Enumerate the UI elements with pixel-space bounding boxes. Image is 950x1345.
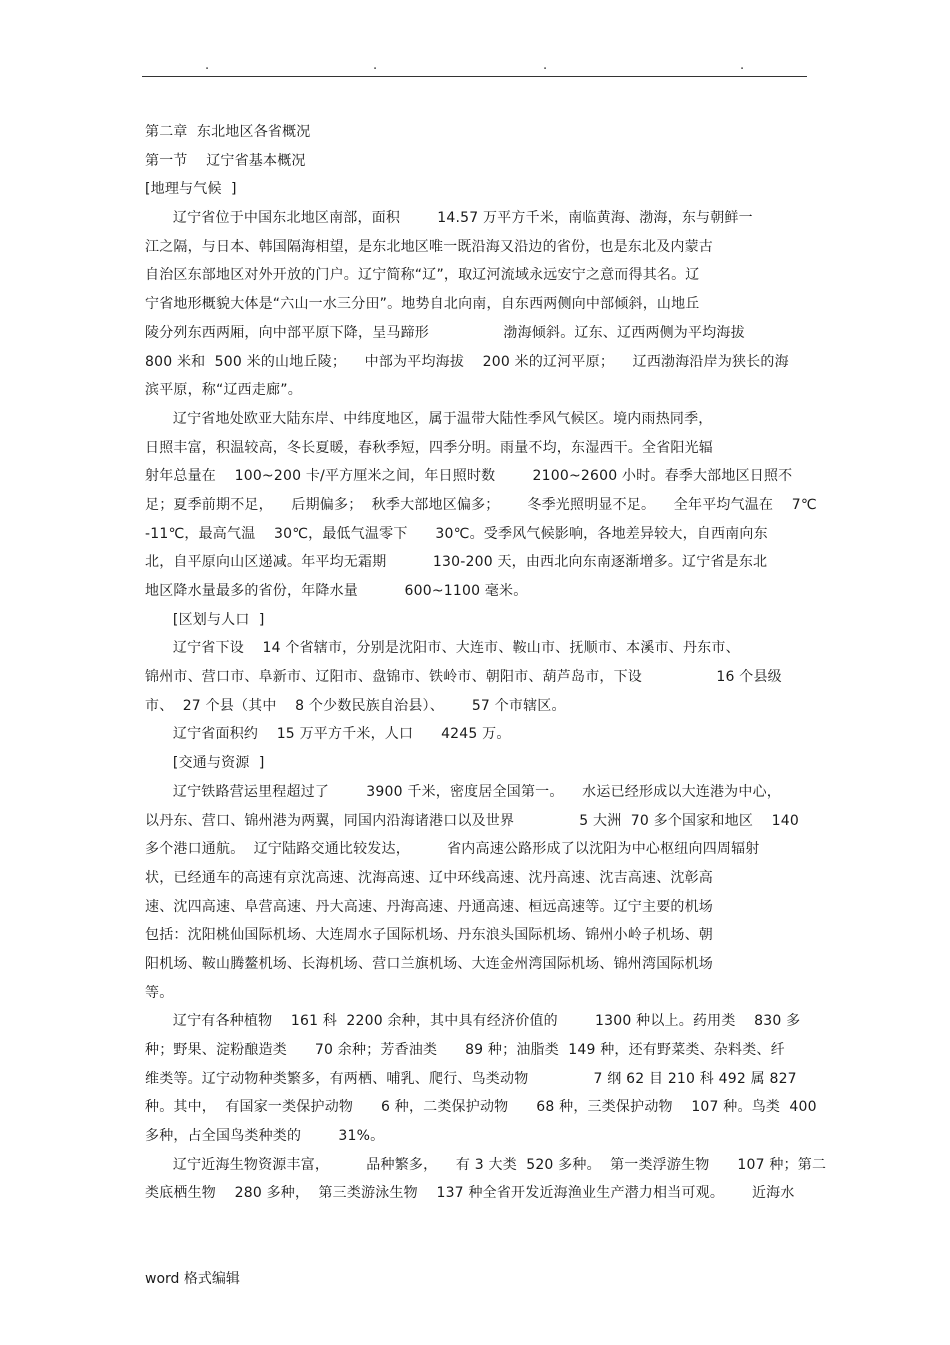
text-line: 地区降水量最多的省份，年降水量 600~1100 毫米。 <box>145 583 528 599</box>
text-line: 辽宁省地处欧亚大陆东岸、中纬度地区，属于温带大陆性季风气候区。境内雨热同季， <box>145 410 713 427</box>
subheading-division: [区划与人口 ] <box>145 611 265 628</box>
text-line: 市、 27 个县（其中 8 个少数民族自治县）、 57 个市辖区。 <box>145 697 566 714</box>
text-line: 辽宁铁路营运里程超过了 3900 千米，密度居全国第一。 水运已经形成以大连港为中心， <box>145 783 781 800</box>
text-line: 陵分列东西两厢，向中部平原下降，呈马蹄形 渤海倾斜。辽东、辽西两侧为平均海拔 <box>145 324 745 341</box>
text-line: 多种，占全国鸟类种类的 31%。 <box>145 1128 385 1145</box>
chapter-title: 第二章 东北地区各省概况 <box>145 124 311 140</box>
text-line: 足；夏季前期不足， 后期偏多； 秋季大部地区偏多； 冬季光照明显不足。 全年平均气温在 7℃ <box>145 496 817 513</box>
text-line: 800 米和 500 米的山地丘陵； 中部为平均海拔 200 米的辽河平原； 辽西渤海沿岸为狭长的海 <box>145 353 789 370</box>
text-line: -11℃，最高气温 30℃，最低气温零下 30℃。受季风气候影响，各地差异较大，自西南向东 <box>145 525 768 542</box>
subheading-geography: [地理与气候 ] <box>145 181 237 198</box>
header-dot: . <box>373 58 378 73</box>
text-line: 包括：沈阳桃仙国际机场、大连周水子国际机场、丹东浪头国际机场、锦州小岭子机场、朝 <box>145 927 713 944</box>
footer-label: word 格式编辑 <box>145 1271 240 1287</box>
text-line: 锦州市、营口市、阜新市、辽阳市、盘锦市、铁岭市、朝阳市、葫芦岛市，下设 16 个县级 <box>145 669 782 686</box>
text-line: 辽宁近海生物资源丰富， 品种繁多， 有 3 大类 520 多种。 第一类浮游生物 107 种；第二 <box>145 1156 827 1173</box>
text-line: 速、沈四高速、阜营高速、丹大高速、丹海高速、丹通高速、桓远高速等。辽宁主要的机场 <box>145 898 713 915</box>
header-dot: . <box>543 58 548 73</box>
text-line: 滨平原，称“辽西走廊”。 <box>145 382 302 399</box>
text-line: 射年总量在 100~200 卡/平方厘米之间，年日照时数 2100~2600 小时。春季大部地区日照不 <box>145 468 793 485</box>
text-line: 类底栖生物 280 多种， 第三类游泳生物 137 种全省开发近海渔业生产潜力相当可观。 近海水 <box>145 1185 795 1202</box>
header-rule <box>142 76 807 77</box>
text-line: 阳机场、鞍山腾鳌机场、长海机场、营口兰旗机场、大连金州湾国际机场、锦州湾国际机场 <box>145 955 713 972</box>
text-line: 日照丰富，积温较高，冬长夏暖，春秋季短，四季分明。雨量不均，东湿西干。全省阳光辐 <box>145 439 713 456</box>
header-dot: . <box>740 58 745 73</box>
text-line: 多个港口通航。 辽宁陆路交通比较发达， 省内高速公路形成了以沈阳为中心枢纽向四周辐射 <box>145 841 760 858</box>
text-line: 辽宁有各种植物 161 科 2200 余种，其中具有经济价值的 1300 种以上。药用类 830 多 <box>145 1013 801 1030</box>
text-line: 辽宁省位于中国东北地区南部，面积 14.57 万平方千米，南临黄海、渤海，东与朝鲜一 <box>145 210 753 227</box>
subheading-transport: [交通与资源 ] <box>145 755 265 772</box>
text-line: 自治区东部地区对外开放的门户。辽宁简称“辽”，取辽河流域永远安宁之意而得其名。辽 <box>145 267 700 284</box>
text-line: 以丹东、营口、锦州港为两翼，同国内沿海诸港口以及世界 5 大洲 70 多个国家和地区 140 <box>145 812 799 829</box>
document-body <box>145 118 827 1208</box>
text-line: 种。其中， 有国家一类保护动物 6 种，二类保护动物 68 种，三类保护动物 107 种。鸟类 400 <box>145 1099 817 1116</box>
text-line: 宁省地形概貌大体是“六山一水三分田”。地势自北向南，自东西两侧向中部倾斜，山地丘 <box>145 296 700 313</box>
text-line: 江之隔，与日本、韩国隔海相望，是东北地区唯一既沿海又沿边的省份，也是东北及内蒙古 <box>145 238 713 255</box>
text-line: 维类等。辽宁动物种类繁多，有两栖、哺乳、爬行、鸟类动物 7 纲 62 目 210 科 492 属 827 <box>145 1070 797 1087</box>
header-dot: . <box>205 58 210 73</box>
text-line: 北，自平原向山区递减。年平均无霜期 130-200 天，由西北向东南逐渐增多。辽宁省是东北 <box>145 554 768 571</box>
text-line: 状，已经通车的高速有京沈高速、沈海高速、辽中环线高速、沈丹高速、沈吉高速、沈彰高 <box>145 869 713 886</box>
section-title: 第一节 辽宁省基本概况 <box>145 152 306 169</box>
text-line: 种；野果、淀粉酿造类 70 余种；芳香油类 89 种；油脂类 149 种，还有野菜类、杂料类、纤 <box>145 1042 785 1058</box>
text-line: 辽宁省下设 14 个省辖市，分别是沈阳市、大连市、鞍山市、抚顺市、本溪市、丹东市、 <box>145 640 740 657</box>
text-line: 等。 <box>145 984 174 1001</box>
text-line: 辽宁省面积约 15 万平方千米，人口 4245 万。 <box>145 726 511 743</box>
